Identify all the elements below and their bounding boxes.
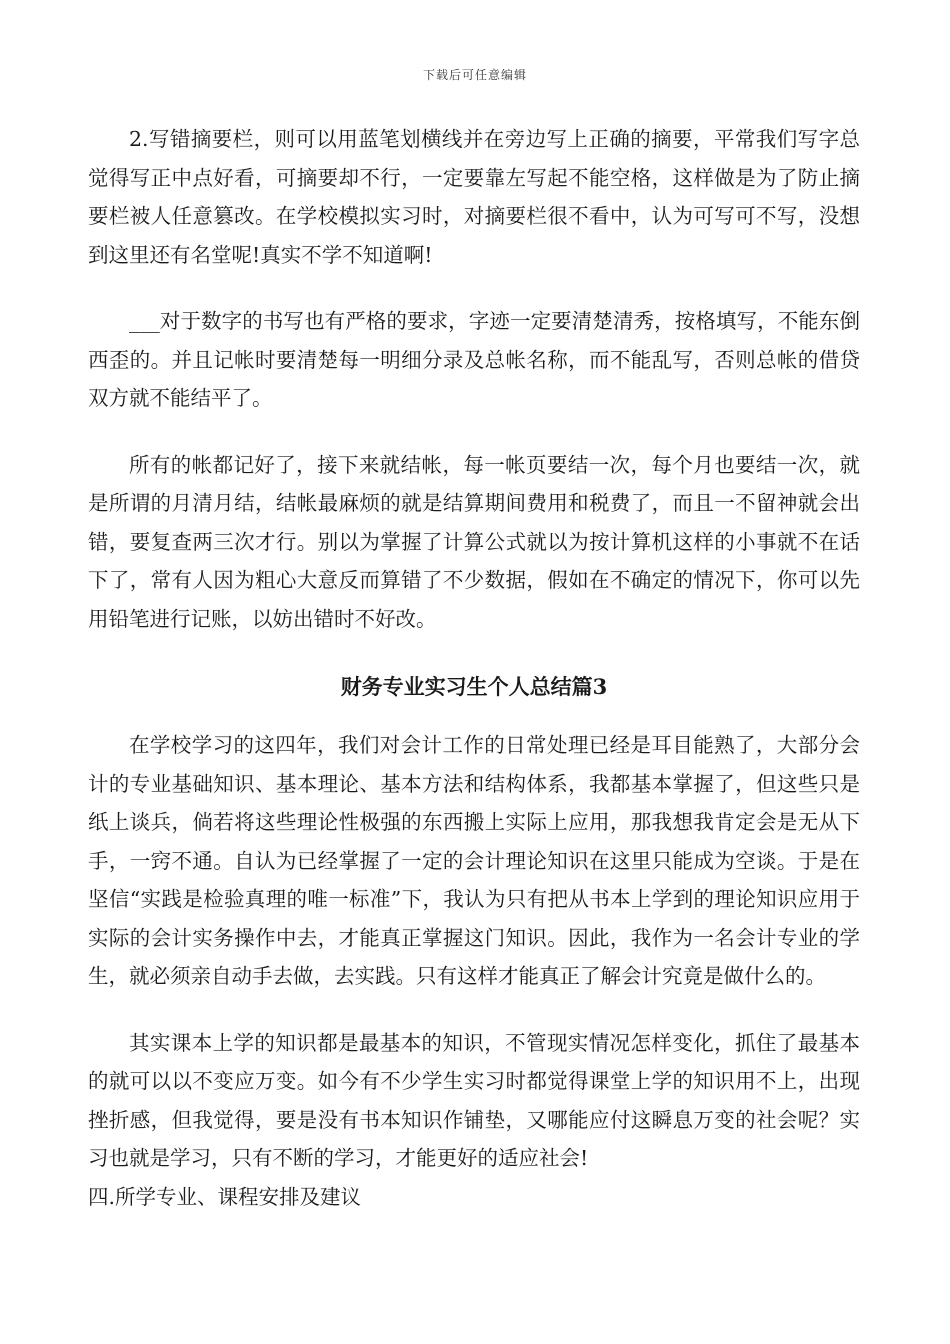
section-title: 财务专业实习生个人总结篇3 <box>340 674 608 699</box>
paragraph-closing-accounts: 所有的帐都记好了，接下来就结帐，每一帐页要结一次，每个月也要结一次，就是所谓的月清月结，结帐最麻烦的就是结算期间费用和税费了，而且一不留神就会出错，要复查两三次才行。别以为掌握了计算公式就以为按计算机这样的小事就不在话下了，常有人因为粗心大意反而算错了不少数据，假如在不确定的情况下，你可以先用铅笔进行记账，以妨出错时不好改。 <box>88 452 860 631</box>
paragraph-basic-knowledge: 其实课本上学的知识都是最基本的知识，不管现实情况怎样变化，抓住了最基本的就可以以不变应万变。如今有不少学生实习时都觉得课堂上学的知识用不上，出现挫折感，但我觉得，要是没有书本知识作铺垫，又哪能应付这瞬息万变的社会呢？实习也就是学习，只有不断的学习，才能更好的适应社会! <box>88 1030 860 1170</box>
paragraph-four-years-study: 在学校学习的这四年，我们对会计工作的日常处理已经是耳目能熟了，大部分会计的专业基础知识、基本理论、基本方法和结构体系，我都基本掌握了，但这些只是纸上谈兵，倘若将这些理论性极强的东西搬上实际上应用，那我想我肯定会是无从下手，一窍不通。自认为已经掌握了一定的会计理论知识在这里只能成为空谈。于是在坚信“实践是检验真理的唯一标准”下，我认为只有把从书本上学到的理论知识应用于实际的会计实务操作中去，才能真正掌握这门知识。因此，我作为一名会计专业的学生，就必须亲自动手去做，去实践。只有这样才能真正了解会计究竟是做什么的。 <box>88 733 860 988</box>
paragraph-number-writing: ___对于数字的书写也有严格的要求，字迹一定要清楚清秀，按格填写，不能东倒西歪的。并且记帐时要清楚每一明细分录及总帐名称，而不能乱写，否则总帐的借贷双方就不能结平了。 <box>88 309 860 410</box>
section-heading-major-courses: 四.所学专业、课程安排及建议 <box>88 1184 362 1209</box>
paragraph-summary-column: 2.写错摘要栏，则可以用蓝笔划横线并在旁边写上正确的摘要，平常我们写字总觉得写正中点好看，可摘要却不行，一定要靠左写起不能空格，这样做是为了防止摘要栏被人任意篡改。在学校模拟实习时，对摘要栏很不看中，认为可写可不写，没想到这里还有名堂呢!真实不学不知道啊! <box>88 127 860 267</box>
header-note: 下载后可任意编辑 <box>422 68 527 82</box>
document-body <box>88 120 860 1216</box>
